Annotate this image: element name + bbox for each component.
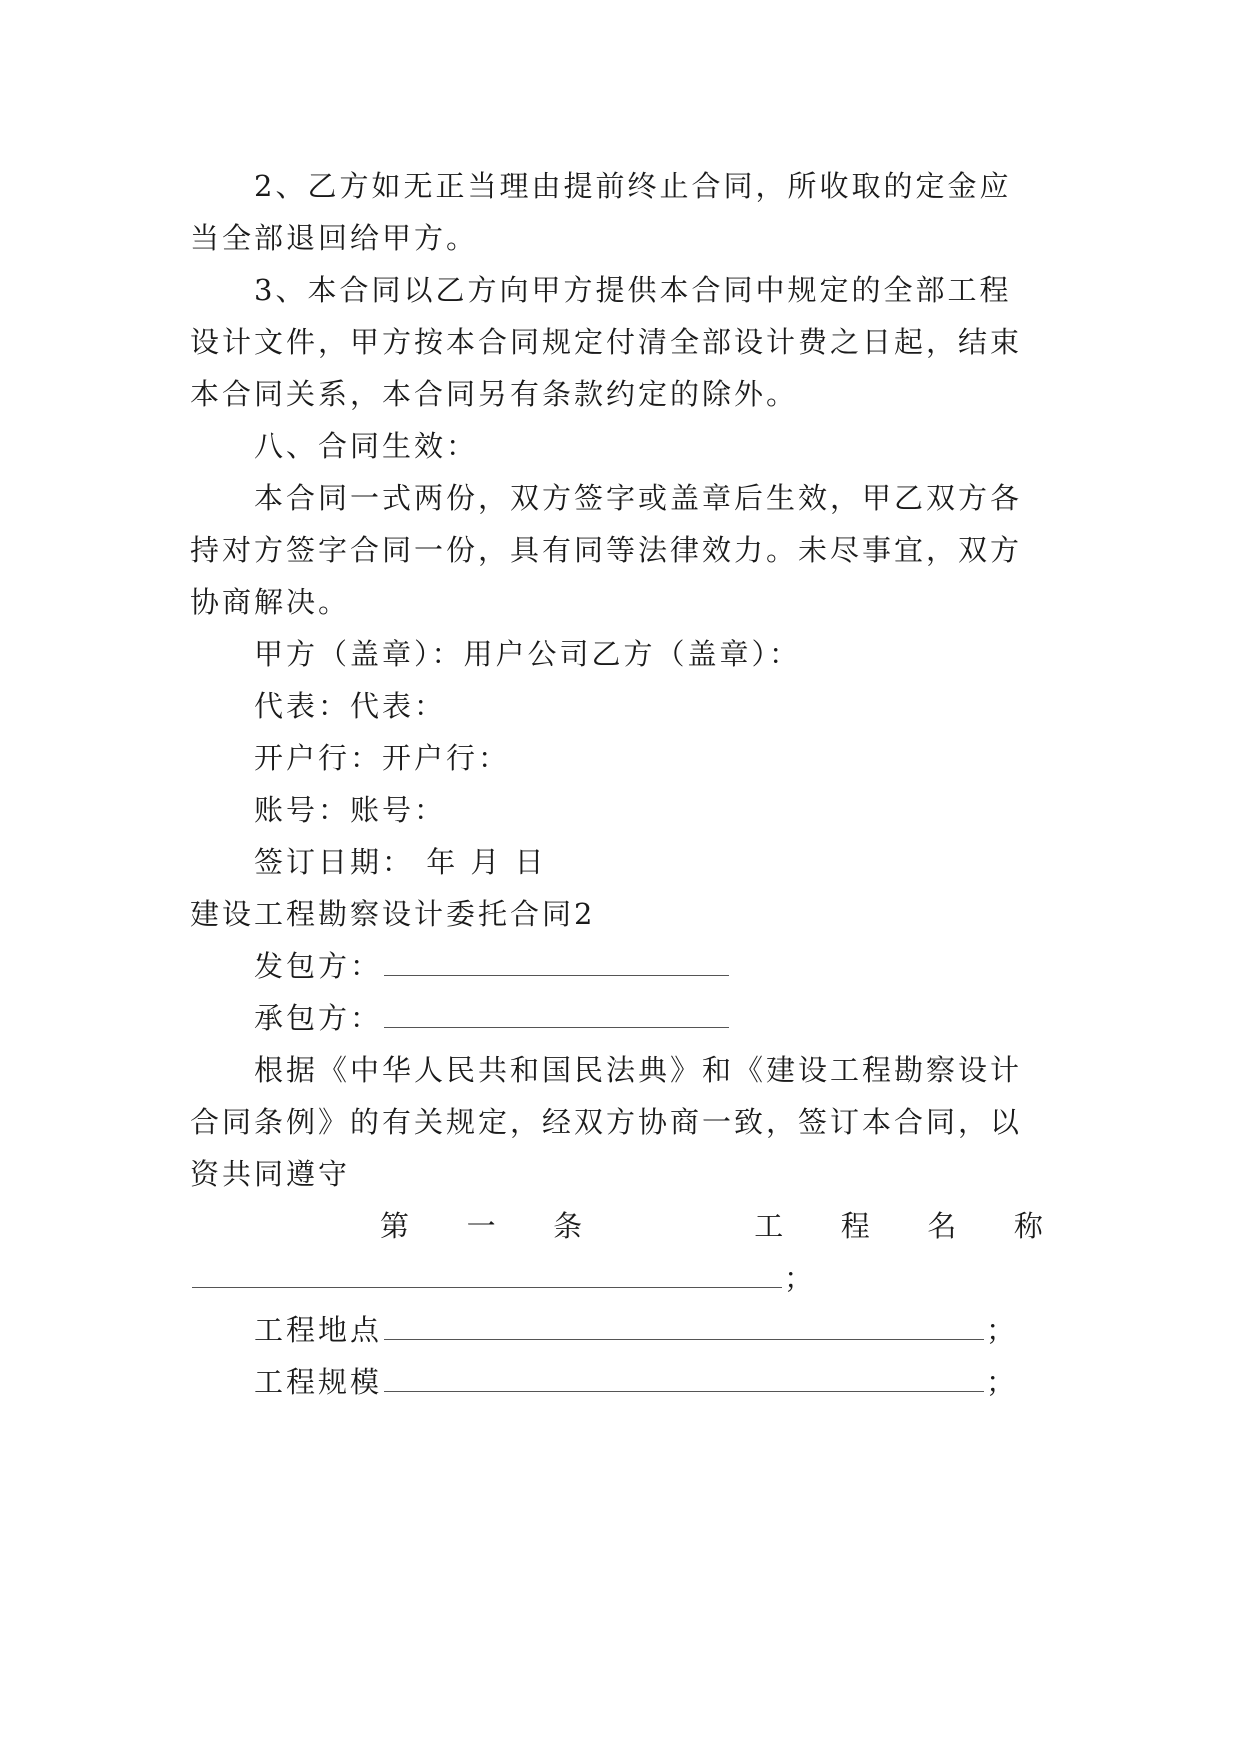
contractor-label: 承包方： [254,1001,383,1035]
text-line: 设计文件，甲方按本合同规定付清全部设计费之日起，结束 [190,325,1023,359]
text-line: 3、本合同以乙方向甲方提供本合同中规定的全部工程 [254,273,1012,307]
employer-label: 发包方： [254,949,383,983]
project-scale-line [254,1362,1050,1402]
article-heading [380,1206,1046,1246]
article-char: 程 [840,1209,873,1243]
representative-line: 代表：代表： [254,689,447,723]
article-char: 名 [927,1209,960,1243]
text-line: 合同条例》的有关规定，经双方协商一致，签订本合同，以 [190,1105,1023,1139]
employer-line [254,946,1050,986]
article-char: 一 [466,1209,499,1243]
project-name-line [190,1258,1050,1298]
article-char: 条 [553,1209,586,1243]
project-scale-blank [384,1363,984,1392]
contractor-blank [384,999,729,1028]
semicolon: ； [986,1365,1019,1399]
project-location-blank [384,1311,984,1340]
text-line: 2、乙方如无正当理由提前终止合同，所收取的定金应 [254,169,1012,203]
contract-title: 建设工程勘察设计委托合同2 [190,897,596,931]
project-name-blank [192,1259,782,1288]
text-line: 协商解决。 [190,585,351,619]
section-heading: 八、合同生效： [254,429,479,463]
article-gap [640,1206,700,1246]
semicolon: ； [784,1261,817,1295]
text-line: 根据《中华人民共和国民法典》和《建设工程勘察设计 [254,1053,1023,1087]
project-scale-label: 工程规模 [254,1365,383,1399]
signing-date-line: 签订日期： 年 月 日 [254,845,547,879]
text-line: 本合同一式两份，双方签字或盖章后生效，甲乙双方各 [254,481,1023,515]
text-line: 持对方签字合同一份，具有同等法律效力。未尽事宜，双方 [190,533,1023,567]
account-line: 账号：账号： [254,793,447,827]
project-location-label: 工程地点 [254,1313,383,1347]
article-char: 称 [1013,1209,1046,1243]
project-location-line [254,1310,1050,1350]
text-line: 当全部退回给甲方。 [190,221,479,255]
contractor-line [254,998,1050,1038]
text-line: 资共同遵守 [190,1157,351,1191]
article-char: 工 [754,1209,787,1243]
text-line: 本合同关系，本合同另有条款约定的除外。 [190,377,799,411]
bank-line: 开户行：开户行： [254,741,511,775]
signature-party-line: 甲方（盖章）：用户公司乙方（盖章）： [254,637,802,671]
semicolon: ； [986,1313,1019,1347]
article-char: 第 [380,1209,413,1243]
employer-blank [384,947,729,976]
